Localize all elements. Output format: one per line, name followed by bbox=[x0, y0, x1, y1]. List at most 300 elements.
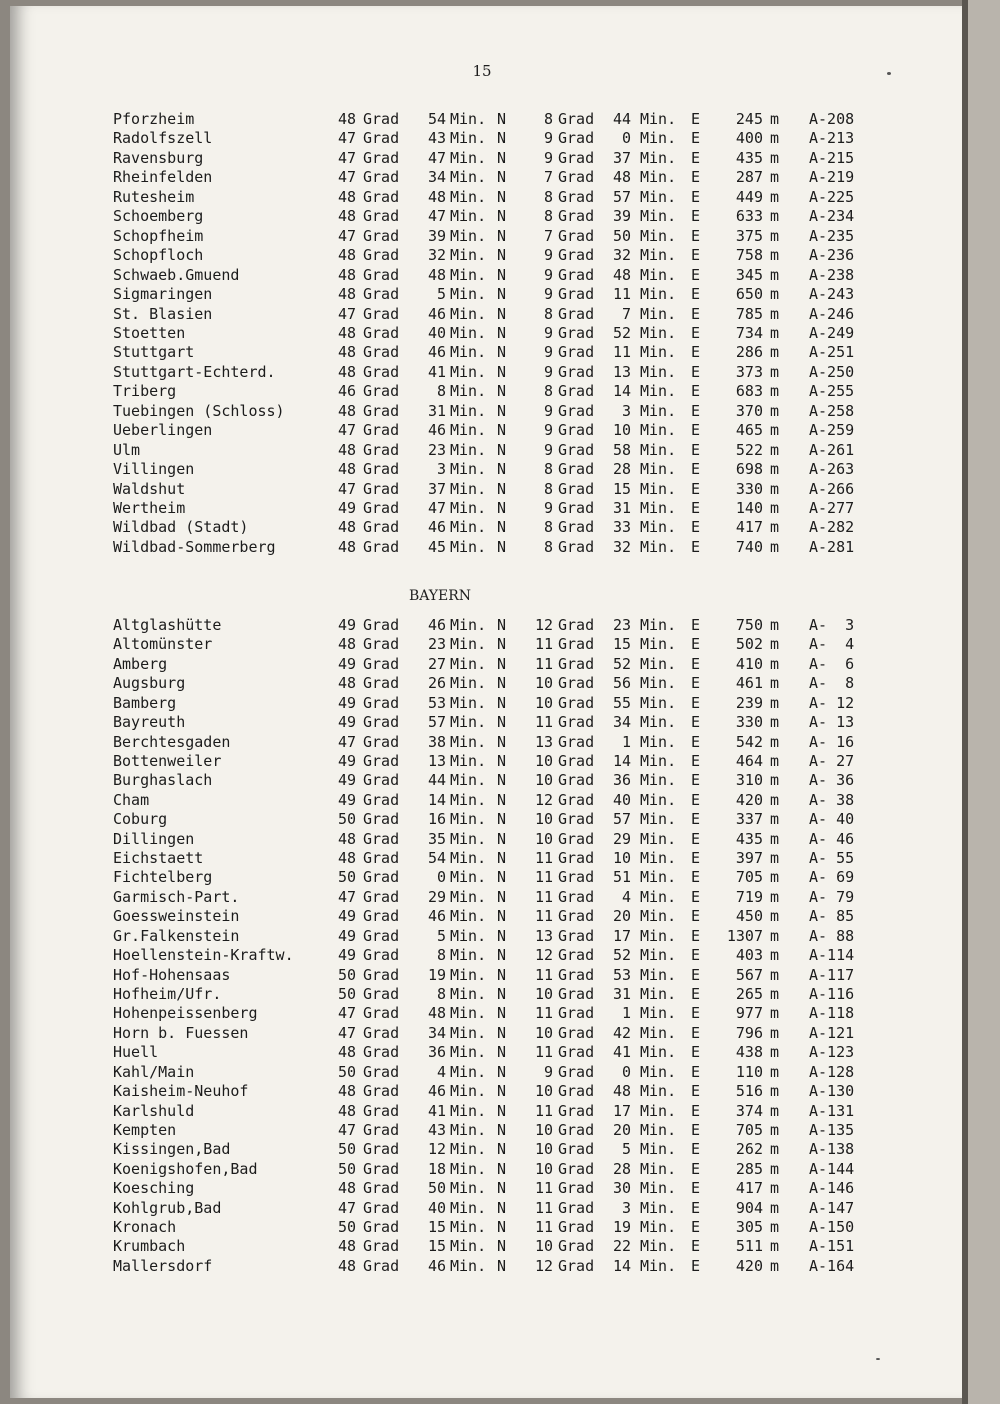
longitude-degrees: 8 bbox=[543, 187, 553, 206]
altitude: 140 bbox=[735, 499, 763, 517]
longitude-minutes: 14 bbox=[612, 1256, 631, 1275]
min-label: Min. bbox=[640, 965, 677, 984]
table-row bbox=[10, 1140, 962, 1159]
latitude-degrees: 48 bbox=[337, 849, 356, 868]
longitude-minutes: 52 bbox=[612, 946, 631, 965]
longitude-degrees: 11 bbox=[534, 1179, 553, 1198]
longitude-minutes: 28 bbox=[612, 1159, 631, 1178]
station-name: Cham bbox=[113, 790, 150, 809]
station-code: A-238 bbox=[809, 265, 855, 284]
grad-label: Grad bbox=[558, 616, 595, 634]
longitude-degrees: 8 bbox=[543, 304, 553, 323]
station-code: A-255 bbox=[809, 382, 855, 401]
station-code: A- 88 bbox=[809, 926, 855, 945]
meter-unit: m bbox=[770, 1082, 780, 1101]
table-row bbox=[10, 149, 962, 168]
longitude-degrees: 10 bbox=[534, 829, 553, 848]
min-label: Min. bbox=[450, 1140, 487, 1159]
longitude-degrees: 10 bbox=[534, 771, 553, 790]
grad-label: Grad bbox=[363, 868, 400, 887]
north-label: N bbox=[497, 810, 507, 829]
north-label: N bbox=[497, 829, 507, 848]
station-name: Radolfszell bbox=[113, 129, 213, 148]
altitude: 262 bbox=[735, 1140, 763, 1159]
east-label: E bbox=[691, 1101, 701, 1120]
north-label: N bbox=[497, 771, 507, 790]
altitude: 705 bbox=[735, 1120, 763, 1139]
grad-label: Grad bbox=[558, 479, 595, 498]
latitude-minutes: 23 bbox=[427, 440, 446, 459]
north-label: N bbox=[497, 479, 507, 498]
page-edge-shadow bbox=[962, 0, 968, 1404]
station-name: Sigmaringen bbox=[113, 285, 213, 304]
grad-label: Grad bbox=[558, 654, 595, 673]
latitude-degrees: 47 bbox=[337, 129, 356, 148]
longitude-minutes: 3 bbox=[621, 1198, 631, 1217]
station-name: Goessweinstein bbox=[113, 907, 240, 926]
grad-label: Grad bbox=[558, 1179, 595, 1198]
east-label: E bbox=[691, 1043, 701, 1062]
min-label: Min. bbox=[450, 265, 487, 284]
grad-label: Grad bbox=[363, 635, 400, 654]
min-label: Min. bbox=[640, 1256, 677, 1275]
latitude-minutes: 46 bbox=[427, 421, 446, 440]
station-name: Wildbad-Sommerberg bbox=[113, 537, 276, 556]
latitude-minutes: 15 bbox=[427, 1237, 446, 1256]
min-label: Min. bbox=[640, 148, 677, 167]
min-label: Min. bbox=[450, 187, 487, 206]
meter-unit: m bbox=[770, 1218, 780, 1237]
min-label: Min. bbox=[450, 616, 487, 634]
longitude-minutes: 41 bbox=[612, 1043, 631, 1062]
station-code: A- 46 bbox=[809, 829, 855, 848]
longitude-minutes: 20 bbox=[612, 907, 631, 926]
longitude-minutes: 14 bbox=[612, 751, 631, 770]
latitude-minutes: 23 bbox=[427, 635, 446, 654]
latitude-minutes: 46 bbox=[427, 343, 446, 362]
min-label: Min. bbox=[640, 382, 677, 401]
grad-label: Grad bbox=[558, 265, 595, 284]
longitude-minutes: 40 bbox=[612, 790, 631, 809]
table-row bbox=[10, 946, 962, 965]
latitude-minutes: 48 bbox=[427, 1004, 446, 1023]
min-label: Min. bbox=[450, 849, 487, 868]
station-name: Bottenweiler bbox=[113, 751, 222, 770]
longitude-degrees: 8 bbox=[543, 537, 553, 556]
table-row bbox=[10, 1199, 962, 1218]
latitude-degrees: 47 bbox=[337, 148, 356, 167]
station-name: Dillingen bbox=[113, 829, 195, 848]
grad-label: Grad bbox=[363, 499, 400, 517]
east-label: E bbox=[691, 849, 701, 868]
altitude: 420 bbox=[735, 790, 763, 809]
latitude-minutes: 43 bbox=[427, 129, 446, 148]
east-label: E bbox=[691, 1120, 701, 1139]
east-label: E bbox=[691, 1237, 701, 1256]
longitude-degrees: 11 bbox=[534, 1198, 553, 1217]
north-label: N bbox=[497, 304, 507, 323]
station-name: Kohlgrub,Bad bbox=[113, 1198, 222, 1217]
grad-label: Grad bbox=[363, 148, 400, 167]
longitude-minutes: 57 bbox=[612, 810, 631, 829]
grad-label: Grad bbox=[558, 323, 595, 342]
latitude-degrees: 48 bbox=[337, 110, 356, 128]
north-label: N bbox=[497, 323, 507, 342]
min-label: Min. bbox=[640, 1023, 677, 1042]
table-row bbox=[10, 713, 962, 732]
meter-unit: m bbox=[770, 635, 780, 654]
station-code: A-215 bbox=[809, 148, 855, 167]
station-code: A- 40 bbox=[809, 810, 855, 829]
north-label: N bbox=[497, 1023, 507, 1042]
station-code: A- 6 bbox=[809, 654, 855, 673]
grad-label: Grad bbox=[363, 732, 400, 751]
north-label: N bbox=[497, 1082, 507, 1101]
north-label: N bbox=[497, 713, 507, 732]
grad-label: Grad bbox=[363, 946, 400, 965]
station-name: Altglashütte bbox=[113, 616, 222, 634]
station-name: Rheinfelden bbox=[113, 168, 213, 187]
latitude-minutes: 54 bbox=[427, 110, 446, 128]
grad-label: Grad bbox=[558, 926, 595, 945]
grad-label: Grad bbox=[558, 1256, 595, 1275]
longitude-minutes: 11 bbox=[612, 343, 631, 362]
longitude-degrees: 10 bbox=[534, 674, 553, 693]
longitude-degrees: 10 bbox=[534, 1023, 553, 1042]
latitude-minutes: 5 bbox=[436, 285, 446, 304]
min-label: Min. bbox=[450, 790, 487, 809]
meter-unit: m bbox=[770, 148, 780, 167]
longitude-degrees: 9 bbox=[543, 285, 553, 304]
longitude-degrees: 11 bbox=[534, 907, 553, 926]
east-label: E bbox=[691, 829, 701, 848]
min-label: Min. bbox=[640, 460, 677, 479]
altitude: 904 bbox=[735, 1198, 763, 1217]
station-code: A- 27 bbox=[809, 751, 855, 770]
min-label: Min. bbox=[450, 810, 487, 829]
longitude-minutes: 39 bbox=[612, 207, 631, 226]
east-label: E bbox=[691, 110, 701, 128]
longitude-degrees: 10 bbox=[534, 984, 553, 1003]
meter-unit: m bbox=[770, 1159, 780, 1178]
min-label: Min. bbox=[450, 926, 487, 945]
north-label: N bbox=[497, 635, 507, 654]
grad-label: Grad bbox=[558, 343, 595, 362]
grad-label: Grad bbox=[363, 304, 400, 323]
grad-label: Grad bbox=[363, 616, 400, 634]
longitude-minutes: 15 bbox=[612, 479, 631, 498]
longitude-degrees: 11 bbox=[534, 965, 553, 984]
min-label: Min. bbox=[640, 207, 677, 226]
north-label: N bbox=[497, 440, 507, 459]
east-label: E bbox=[691, 148, 701, 167]
station-code: A-118 bbox=[809, 1004, 855, 1023]
table-row bbox=[10, 830, 962, 849]
station-name: Pforzheim bbox=[113, 110, 195, 128]
east-label: E bbox=[691, 887, 701, 906]
altitude: 785 bbox=[735, 304, 763, 323]
meter-unit: m bbox=[770, 440, 780, 459]
east-label: E bbox=[691, 187, 701, 206]
table-row bbox=[10, 655, 962, 674]
east-label: E bbox=[691, 1179, 701, 1198]
north-label: N bbox=[497, 616, 507, 634]
grad-label: Grad bbox=[558, 674, 595, 693]
latitude-degrees: 50 bbox=[337, 1140, 356, 1159]
station-code: A- 12 bbox=[809, 693, 855, 712]
min-label: Min. bbox=[640, 537, 677, 556]
grad-label: Grad bbox=[558, 984, 595, 1003]
meter-unit: m bbox=[770, 693, 780, 712]
latitude-degrees: 48 bbox=[337, 401, 356, 420]
station-code: A-150 bbox=[809, 1218, 855, 1237]
table-row bbox=[10, 1063, 962, 1082]
north-label: N bbox=[497, 790, 507, 809]
grad-label: Grad bbox=[558, 129, 595, 148]
longitude-minutes: 37 bbox=[612, 148, 631, 167]
meter-unit: m bbox=[770, 460, 780, 479]
longitude-minutes: 33 bbox=[612, 518, 631, 537]
grad-label: Grad bbox=[558, 401, 595, 420]
meter-unit: m bbox=[770, 1101, 780, 1120]
longitude-degrees: 11 bbox=[534, 713, 553, 732]
grad-label: Grad bbox=[363, 1120, 400, 1139]
grad-label: Grad bbox=[558, 382, 595, 401]
station-code: A-213 bbox=[809, 129, 855, 148]
east-label: E bbox=[691, 129, 701, 148]
longitude-minutes: 48 bbox=[612, 1082, 631, 1101]
station-name: Rutesheim bbox=[113, 187, 195, 206]
meter-unit: m bbox=[770, 285, 780, 304]
station-code: A-219 bbox=[809, 168, 855, 187]
longitude-minutes: 20 bbox=[612, 1120, 631, 1139]
grad-label: Grad bbox=[558, 829, 595, 848]
table-row bbox=[10, 888, 962, 907]
east-label: E bbox=[691, 460, 701, 479]
longitude-degrees: 12 bbox=[534, 790, 553, 809]
latitude-degrees: 49 bbox=[337, 907, 356, 926]
meter-unit: m bbox=[770, 1198, 780, 1217]
min-label: Min. bbox=[450, 868, 487, 887]
station-name: Garmisch-Part. bbox=[113, 887, 240, 906]
latitude-degrees: 50 bbox=[337, 1062, 356, 1081]
table-row bbox=[10, 1024, 962, 1043]
north-label: N bbox=[497, 1101, 507, 1120]
meter-unit: m bbox=[770, 751, 780, 770]
meter-unit: m bbox=[770, 518, 780, 537]
station-code: A-234 bbox=[809, 207, 855, 226]
grad-label: Grad bbox=[558, 285, 595, 304]
min-label: Min. bbox=[450, 110, 487, 128]
altitude: 330 bbox=[735, 713, 763, 732]
altitude: 337 bbox=[735, 810, 763, 829]
east-label: E bbox=[691, 226, 701, 245]
east-label: E bbox=[691, 810, 701, 829]
station-code: A-147 bbox=[809, 1198, 855, 1217]
min-label: Min. bbox=[450, 168, 487, 187]
north-label: N bbox=[497, 887, 507, 906]
altitude: 305 bbox=[735, 1218, 763, 1237]
longitude-degrees: 11 bbox=[534, 868, 553, 887]
station-code: A-277 bbox=[809, 499, 855, 517]
longitude-minutes: 34 bbox=[612, 713, 631, 732]
min-label: Min. bbox=[640, 926, 677, 945]
table-row bbox=[10, 1218, 962, 1237]
station-code: A- 4 bbox=[809, 635, 855, 654]
min-label: Min. bbox=[640, 499, 677, 517]
min-label: Min. bbox=[640, 246, 677, 265]
grad-label: Grad bbox=[558, 518, 595, 537]
min-label: Min. bbox=[640, 1159, 677, 1178]
grad-label: Grad bbox=[558, 771, 595, 790]
meter-unit: m bbox=[770, 771, 780, 790]
north-label: N bbox=[497, 1256, 507, 1275]
latitude-minutes: 8 bbox=[436, 984, 446, 1003]
east-label: E bbox=[691, 421, 701, 440]
meter-unit: m bbox=[770, 984, 780, 1003]
min-label: Min. bbox=[640, 732, 677, 751]
east-label: E bbox=[691, 246, 701, 265]
north-label: N bbox=[497, 984, 507, 1003]
latitude-degrees: 47 bbox=[337, 421, 356, 440]
grad-label: Grad bbox=[363, 129, 400, 148]
longitude-minutes: 0 bbox=[621, 1062, 631, 1081]
scan-background-edge bbox=[962, 0, 1000, 1404]
table-row bbox=[10, 810, 962, 829]
latitude-minutes: 48 bbox=[427, 187, 446, 206]
min-label: Min. bbox=[640, 168, 677, 187]
grad-label: Grad bbox=[558, 946, 595, 965]
min-label: Min. bbox=[640, 1237, 677, 1256]
min-label: Min. bbox=[640, 654, 677, 673]
station-name: Stuttgart-Echterd. bbox=[113, 362, 276, 381]
latitude-degrees: 47 bbox=[337, 732, 356, 751]
latitude-degrees: 48 bbox=[337, 285, 356, 304]
min-label: Min. bbox=[640, 1198, 677, 1217]
longitude-minutes: 13 bbox=[612, 362, 631, 381]
altitude: 449 bbox=[735, 187, 763, 206]
north-label: N bbox=[497, 382, 507, 401]
grad-label: Grad bbox=[558, 887, 595, 906]
latitude-degrees: 49 bbox=[337, 790, 356, 809]
station-name: Mallersdorf bbox=[113, 1256, 213, 1275]
min-label: Min. bbox=[450, 693, 487, 712]
grad-label: Grad bbox=[363, 984, 400, 1003]
latitude-degrees: 48 bbox=[337, 518, 356, 537]
longitude-minutes: 3 bbox=[621, 401, 631, 420]
altitude: 511 bbox=[735, 1237, 763, 1256]
east-label: E bbox=[691, 868, 701, 887]
grad-label: Grad bbox=[363, 887, 400, 906]
meter-unit: m bbox=[770, 537, 780, 556]
table-row bbox=[10, 1121, 962, 1140]
station-code: A- 79 bbox=[809, 887, 855, 906]
min-label: Min. bbox=[450, 246, 487, 265]
station-code: A-208 bbox=[809, 110, 855, 128]
longitude-minutes: 32 bbox=[612, 537, 631, 556]
grad-label: Grad bbox=[558, 1237, 595, 1256]
longitude-minutes: 52 bbox=[612, 654, 631, 673]
table-row bbox=[10, 246, 962, 265]
station-name: Karlshuld bbox=[113, 1101, 195, 1120]
station-code: A-235 bbox=[809, 226, 855, 245]
latitude-minutes: 32 bbox=[427, 246, 446, 265]
altitude: 286 bbox=[735, 343, 763, 362]
grad-label: Grad bbox=[363, 654, 400, 673]
latitude-minutes: 14 bbox=[427, 790, 446, 809]
latitude-degrees: 49 bbox=[337, 654, 356, 673]
station-name: Stoetten bbox=[113, 323, 186, 342]
meter-unit: m bbox=[770, 887, 780, 906]
grad-label: Grad bbox=[558, 168, 595, 187]
longitude-degrees: 11 bbox=[534, 849, 553, 868]
latitude-minutes: 53 bbox=[427, 693, 446, 712]
meter-unit: m bbox=[770, 849, 780, 868]
altitude: 450 bbox=[735, 907, 763, 926]
north-label: N bbox=[497, 246, 507, 265]
grad-label: Grad bbox=[363, 771, 400, 790]
grad-label: Grad bbox=[558, 965, 595, 984]
longitude-degrees: 10 bbox=[534, 1120, 553, 1139]
latitude-minutes: 40 bbox=[427, 1198, 446, 1217]
latitude-minutes: 31 bbox=[427, 401, 446, 420]
table-row bbox=[10, 285, 962, 304]
table-row bbox=[10, 907, 962, 926]
latitude-degrees: 47 bbox=[337, 304, 356, 323]
station-name: Hof-Hohensaas bbox=[113, 965, 231, 984]
longitude-degrees: 11 bbox=[534, 654, 553, 673]
latitude-degrees: 48 bbox=[337, 1237, 356, 1256]
min-label: Min. bbox=[640, 226, 677, 245]
grad-label: Grad bbox=[558, 187, 595, 206]
altitude: 287 bbox=[735, 168, 763, 187]
longitude-degrees: 8 bbox=[543, 110, 553, 128]
east-label: E bbox=[691, 479, 701, 498]
station-name: Hoellenstein-Kraftw. bbox=[113, 946, 294, 965]
longitude-degrees: 8 bbox=[543, 460, 553, 479]
table-row bbox=[10, 985, 962, 1004]
north-label: N bbox=[497, 518, 507, 537]
min-label: Min. bbox=[450, 226, 487, 245]
table-row bbox=[10, 1004, 962, 1023]
latitude-degrees: 49 bbox=[337, 946, 356, 965]
latitude-minutes: 47 bbox=[427, 499, 446, 517]
longitude-degrees: 9 bbox=[543, 129, 553, 148]
longitude-minutes: 50 bbox=[612, 226, 631, 245]
min-label: Min. bbox=[450, 148, 487, 167]
east-label: E bbox=[691, 635, 701, 654]
station-name: Wildbad (Stadt) bbox=[113, 518, 249, 537]
longitude-minutes: 48 bbox=[612, 265, 631, 284]
table-row bbox=[10, 674, 962, 693]
longitude-minutes: 30 bbox=[612, 1179, 631, 1198]
min-label: Min. bbox=[640, 946, 677, 965]
station-name: Waldshut bbox=[113, 479, 186, 498]
meter-unit: m bbox=[770, 265, 780, 284]
table-row bbox=[10, 1257, 962, 1276]
grad-label: Grad bbox=[558, 1101, 595, 1120]
latitude-minutes: 35 bbox=[427, 829, 446, 848]
longitude-degrees: 8 bbox=[543, 479, 553, 498]
north-label: N bbox=[497, 265, 507, 284]
north-label: N bbox=[497, 537, 507, 556]
table-row bbox=[10, 441, 962, 460]
table-row bbox=[10, 1082, 962, 1101]
min-label: Min. bbox=[640, 1179, 677, 1198]
latitude-degrees: 50 bbox=[337, 868, 356, 887]
longitude-degrees: 12 bbox=[534, 946, 553, 965]
min-label: Min. bbox=[450, 479, 487, 498]
